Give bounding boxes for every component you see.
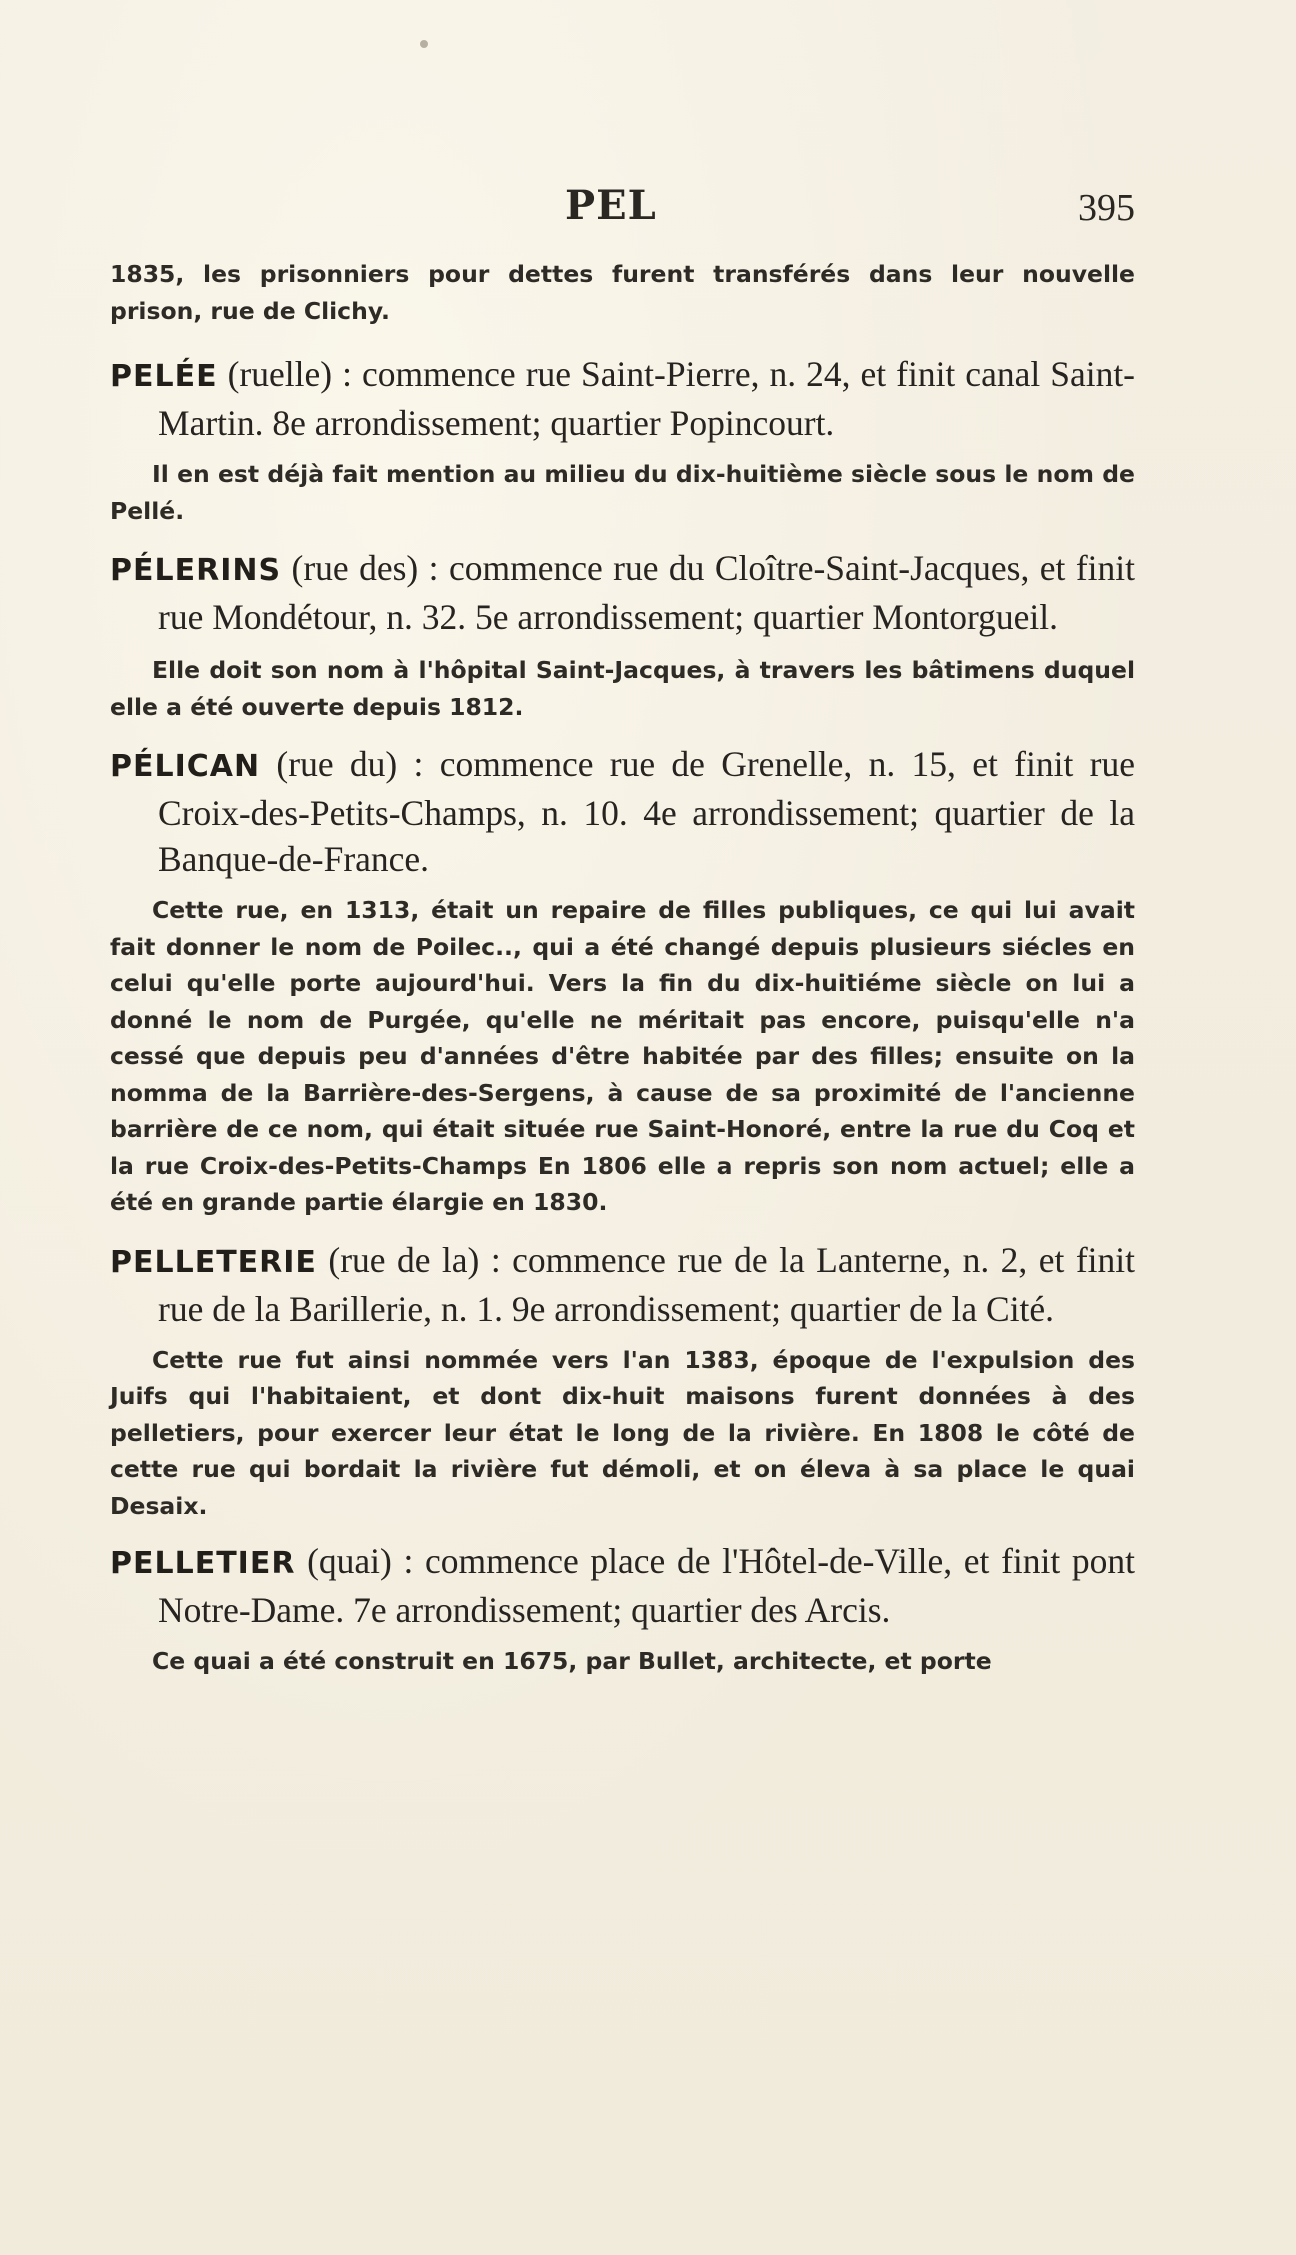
entry-pelerins [110,545,1135,640]
page-speck [420,40,428,48]
entry-pelletier-heading: PELLETIER [110,1546,296,1581]
entry-pelerins-heading: PÉLERINS [110,553,282,588]
entry-pelleterie [110,1237,1135,1332]
entry-pelletier-text: (quai) : commence place de l'Hôtel-de-Ville, et finit pont Notre-Dame. 7e arrondissement; quartier des Arcis. [158,1541,1135,1630]
running-head [110,182,1135,242]
entry-pelee-heading: PELÉE [110,359,218,394]
note-pelican: Cette rue, en 1313, était un repaire de filles publiques, ce qui lui avait fait donner le nom de Poilec.., qui a été changé depuis plusieurs siécles en celui qu'elle porte aujourd'hui. Vers la fin du dix-huitiéme siècle on lui a donné le nom de Purgée, qu'elle ne méritait pas encore, puisqu'elle n'a cessé que depuis peu d'années d'être habitée par des filles; ensuite on la nomma de la Barrière-des-Sergens, à cause de sa proximité de l'ancienne barrière de ce nom, qui était située rue Saint-Honoré, entre la rue du Coq et la rue Croix-des-Petits-Champs En 1806 elle a repris son nom actuel; elle a été en grande partie élargie en 1830. [110,896,1135,1216]
entry-pelican-heading: PÉLICAN [110,749,261,784]
entry-pelleterie-text: (rue de la) : commence rue de la Lanterne, n. 2, et finit rue de la Barillerie, n. 1. 9e arrondissement; quartier de la Cité. [158,1239,1135,1329]
note-pelleterie: Cette rue fut ainsi nommée vers l'an 1383, époque de l'expulsion des Juifs qui l'habitaient, et dont dix-huit maisons furent données à des pelletiers, pour exercer leur état le long de la rivière. En 1808 le côté de cette rue qui bordait la rivière fut démoli, et on éleva à sa place le quai Desaix. [110,1345,1135,1520]
note-pelletier: Ce quai a été construit en 1675, par Bullet, architecte, et porte [152,1647,992,1675]
entry-pelee [110,351,1135,446]
note-pelerins: Elle doit son nom à l'hôpital Saint-Jacques, à travers les bâtimens duquel elle a été ouverte depuis 1812. [110,656,1135,721]
running-head-title: PEL [565,182,657,229]
continuation-note: 1835, les prisonniers pour dettes furent transférés dans leur nouvelle prison, rue de Clichy. [110,260,1135,325]
entry-pelletier [110,1538,1135,1633]
page-body [110,256,1135,1680]
entry-pelican [110,741,1135,882]
entry-pelican-text: (rue du) : commence rue de Grenelle, n. 15, et finit rue Croix-des-Petits-Champs, n. 10. 4e arrondissement; quartier de la Banque-de-France. [158,744,1135,879]
page-number: 395 [1078,187,1135,229]
entry-pelee-text: (ruelle) : commence rue Saint-Pierre, n. 24, et finit canal Saint-Martin. 8e arrondissement; quartier Popincourt. [158,354,1135,443]
note-pelee: Il en est déjà fait mention au milieu du dix-huitième siècle sous le nom de Pellé. [110,460,1135,525]
entry-pelleterie-heading: PELLETERIE [110,1244,317,1280]
entry-pelerins-text: (rue des) : commence rue du Cloître-Saint-Jacques, et finit rue Mondétour, n. 32. 5e arrondissement; quartier Montorgueil. [158,548,1135,637]
